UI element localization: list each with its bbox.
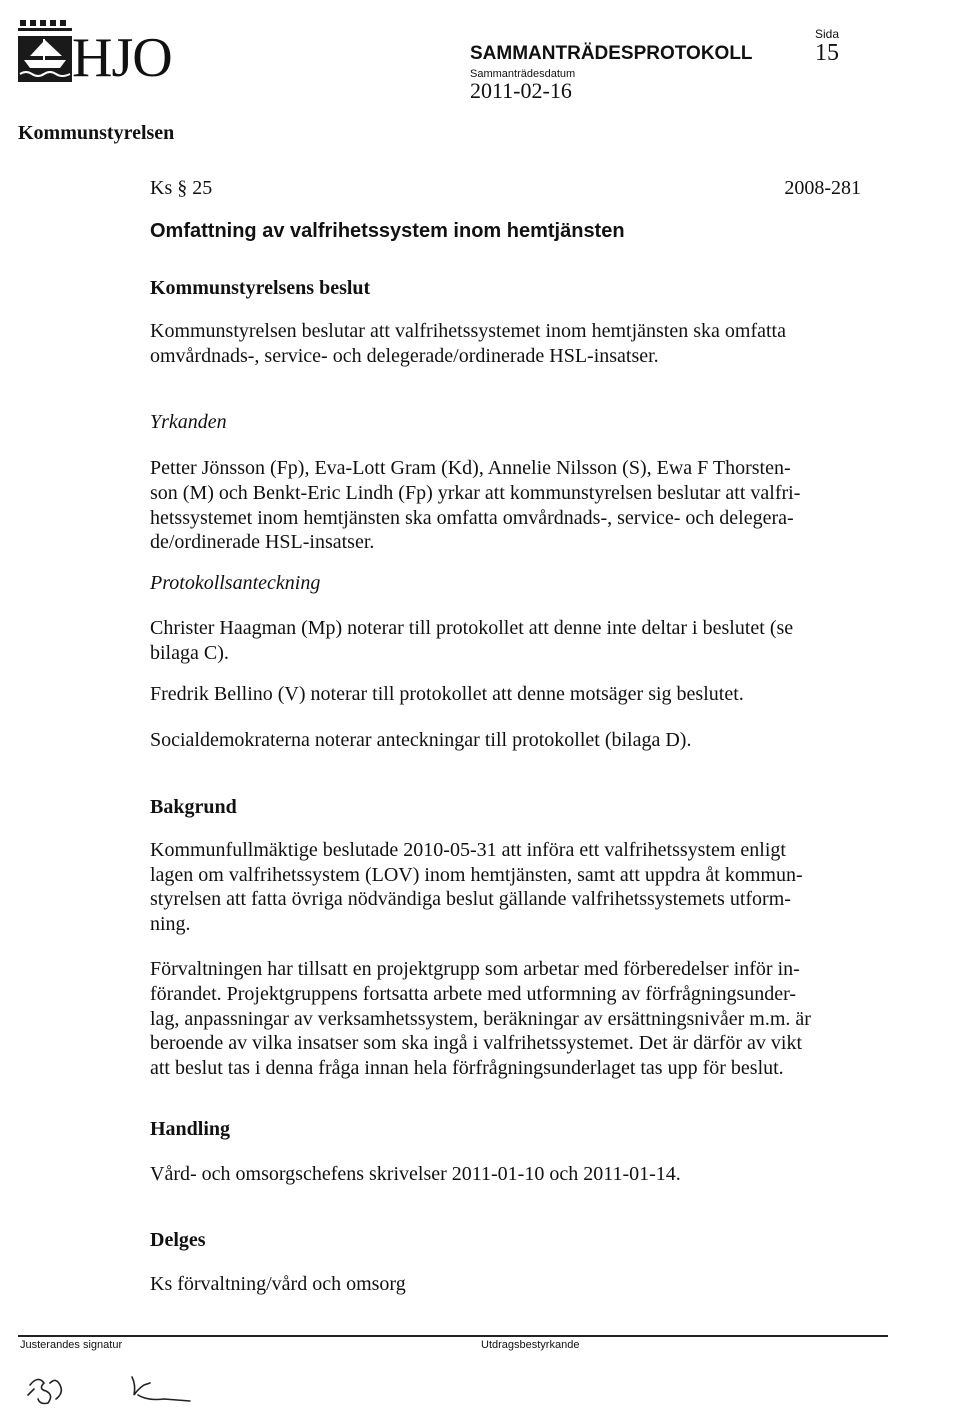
logo-text: HJO (72, 27, 172, 89)
certifier-label: Utdragsbestyrkande (481, 1339, 580, 1351)
item-title: Omfattning av valfrihetssystem inom hemtjänsten (150, 220, 625, 242)
decision-heading: Kommunstyrelsens beslut (150, 277, 371, 299)
background-line: styrelsen att fatta övriga nödvändiga beslut gällande valfrihetssystemets utform- (150, 888, 791, 910)
minutes-note-line: Fredrik Bellino (V) noterar till protokollet att denne motsäger sig beslutet. (150, 683, 744, 705)
background-line: förandet. Projektgruppens fortsatta arbete med utformning av förfrågningsunder- (150, 983, 797, 1005)
motions-line: Petter Jönsson (Fp), Eva-Lott Gram (Kd), Annelie Nilsson (S), Ewa F Thorsten- (150, 457, 791, 479)
handwritten-signatures (20, 1355, 220, 1410)
background-line: lagen om valfrihetssystem (LOV) inom hemtjänsten, samt att uppdra åt kommun- (150, 864, 803, 886)
background-line: Förvaltningen har tillsatt en projektgrupp som arbetar med förberedelser inför in- (150, 958, 800, 980)
decision-line: omvårdnads-, service- och delegerade/ordinerade HSL-insatser. (150, 345, 659, 367)
paragraph-reference: Ks § 25 (150, 177, 213, 199)
page-label: Sida (815, 27, 840, 41)
background-heading: Bakgrund (150, 796, 237, 818)
signature-label: Justerandes signatur (20, 1339, 123, 1351)
organization-name: Kommunstyrelsen (18, 122, 175, 144)
background-line: ning. (150, 913, 191, 935)
distribution-text: Ks förvaltning/vård och omsorg (150, 1273, 406, 1295)
meeting-date: 2011-02-16 (470, 78, 572, 103)
distribution-heading: Delges (150, 1229, 206, 1251)
minutes-note-line: Socialdemokraterna noterar anteckningar till protokollet (bilaga D). (150, 729, 692, 751)
motions-line: de/ordinerade HSL-insatser. (150, 531, 375, 553)
documents-heading: Handling (150, 1118, 231, 1140)
minutes-note-line: bilaga C). (150, 642, 229, 664)
ship-crest-icon (18, 20, 72, 82)
documents-text: Vård- och omsorgschefens skrivelser 2011-01-10 och 2011-01-14. (150, 1163, 681, 1185)
minutes-note-line: Christer Haagman (Mp) noterar till protokollet att denne inte deltar i beslutet (se (150, 617, 794, 639)
motions-line: hetssystemet inom hemtjänsten ska omfatta omvårdnads-, service- och delegera- (150, 507, 794, 529)
document-title: SAMMANTRÄDESPROTOKOLL (470, 43, 753, 64)
motions-heading: Yrkanden (150, 411, 227, 433)
decision-line: Kommunstyrelsen beslutar att valfrihetssystemet inom hemtjänsten ska omfatta (150, 320, 786, 342)
minutes-note-heading: Protokollsanteckning (150, 572, 321, 594)
background-line: att beslut tas i denna fråga innan hela förfrågningsunderlaget tas upp för beslut. (150, 1057, 784, 1079)
meeting-date-label: Sammanträdesdatum (470, 68, 576, 80)
page-number: 15 (815, 40, 839, 66)
motions-line: son (M) och Benkt-Eric Lindh (Fp) yrkar att kommunstyrelsen beslutar att valfri- (150, 482, 801, 504)
background-line: beroende av vilka insatser som ska ingå i valfrihetssystemet. Det är därför av vikt (150, 1032, 803, 1054)
background-line: lag, anpassningar av verksamhetssystem, beräkningar av ersättningsnivåer m.m. är (150, 1008, 811, 1030)
case-number: 2008-281 (784, 177, 861, 199)
footer-divider (18, 1335, 888, 1337)
background-line: Kommunfullmäktige beslutade 2010-05-31 att införa ett valfrihetssystem enligt (150, 839, 786, 861)
